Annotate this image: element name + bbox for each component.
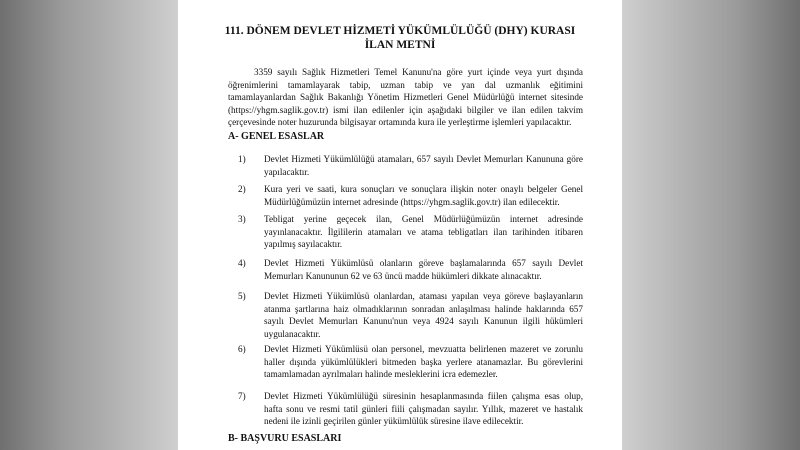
background-blur-left	[0, 0, 178, 450]
item-text: Devlet Hizmeti Yükümlülüğü atamaları, 657 sayılı Devlet Memurları Kanununa göre yapılacaktır.	[264, 154, 583, 177]
list-item	[238, 290, 583, 340]
list-item	[238, 257, 583, 282]
item-text: Tebligat yerine geçecek ilan, Genel Müdürlüğümüzün internet adresinde yayınlanacaktır. İlgililerin atamaları ve atama tebligatları ilan tarihinden itibaren yapılmış sayılacaktır.	[264, 214, 583, 249]
section-heading-general: A- GENEL ESASLAR	[228, 131, 325, 142]
section-heading-application: B- BAŞVURU ESASLARI	[228, 433, 342, 444]
item-text: Devlet Hizmeti Yükümlüsü olanlardan, ataması yapılan veya göreve başlayanların atanma şartlarına haiz olmadıklarının sonradan anlaşılması halinde haklarında 657 sayılı Devlet Memurları Kanunu'nun veya 4924 sayılı Kanunun ilgili hükümleri uygulanacaktır.	[264, 291, 583, 339]
item-text: Kura yeri ve saati, kura sonuçları ve sonuçlara ilişkin noter onaylı belgeler Genel Müdürlüğümüzün internet adresinde (https://yhgm.saglik.gov.tr) ilan edilecektir.	[264, 184, 583, 207]
list-item	[238, 153, 583, 178]
document-title: 111. DÖNEM DEVLET HİZMETİ YÜKÜMLÜLÜĞÜ (DHY) KURASI	[224, 25, 576, 37]
item-number: 1)	[238, 154, 246, 164]
item-number: 6)	[238, 344, 246, 354]
item-text: Devlet Hizmeti Yükümlülüğü süresinin hesaplanmasında fiilen çalışma esas olup, hafta sonu ve resmi tatil günleri fiili çalışmadan sayılır. Yıllık, mazeret ve hastalık nedeni ile izinli geçirilen günler yükümlülük süresine ilave edilecektir.	[264, 391, 583, 426]
item-number: 4)	[238, 258, 246, 268]
list-item	[238, 183, 583, 208]
item-number: 2)	[238, 184, 246, 194]
list-item	[238, 213, 583, 251]
list-item	[238, 343, 583, 381]
item-number: 3)	[238, 214, 246, 224]
item-number: 7)	[238, 391, 246, 401]
document-page	[178, 0, 622, 450]
item-text: Devlet Hizmeti Yükümlüsü olanların göreve başlamalarında 657 sayılı Devlet Memurları Kanununun 62 ve 63 üncü madde hükümleri dikkate alınacaktır.	[264, 258, 583, 281]
list-item	[238, 390, 583, 428]
intro-paragraph: 3359 sayılı Sağlık Hizmetleri Temel Kanunu'na göre yurt içinde veya yurt dışında öğrenimlerini tamamlayarak tabip, uzman tabip ve yan dal uzmanlık eğitimini tamamlayanlardan Sağlık Bakanlığı Yönetim Hizmetleri Genel Müdürlüğü internet sitesinde (https://yhgm.saglik.gov.tr) ismi ilan edilenler için aşağıdaki bilgiler ve ilan edilen takvim çerçevesinde noter huzurunda bilgisayar ortamında kura ile yerleştirme işlemleri yapılacaktır.	[228, 67, 583, 127]
document-subtitle: İLAN METNİ	[364, 39, 436, 51]
background-blur-right	[622, 0, 800, 450]
item-text: Devlet Hizmeti Yükümlüsü olan personel, mevzuatta belirlenen mazeret ve zorunlu haller dışında yükümlülükleri bitmeden başka yerlere atanamazlar. Bu görevlerini tamamlamadan ayrılmaları halinde mesleklerini icra edemezler.	[264, 344, 583, 379]
item-number: 5)	[238, 291, 246, 301]
